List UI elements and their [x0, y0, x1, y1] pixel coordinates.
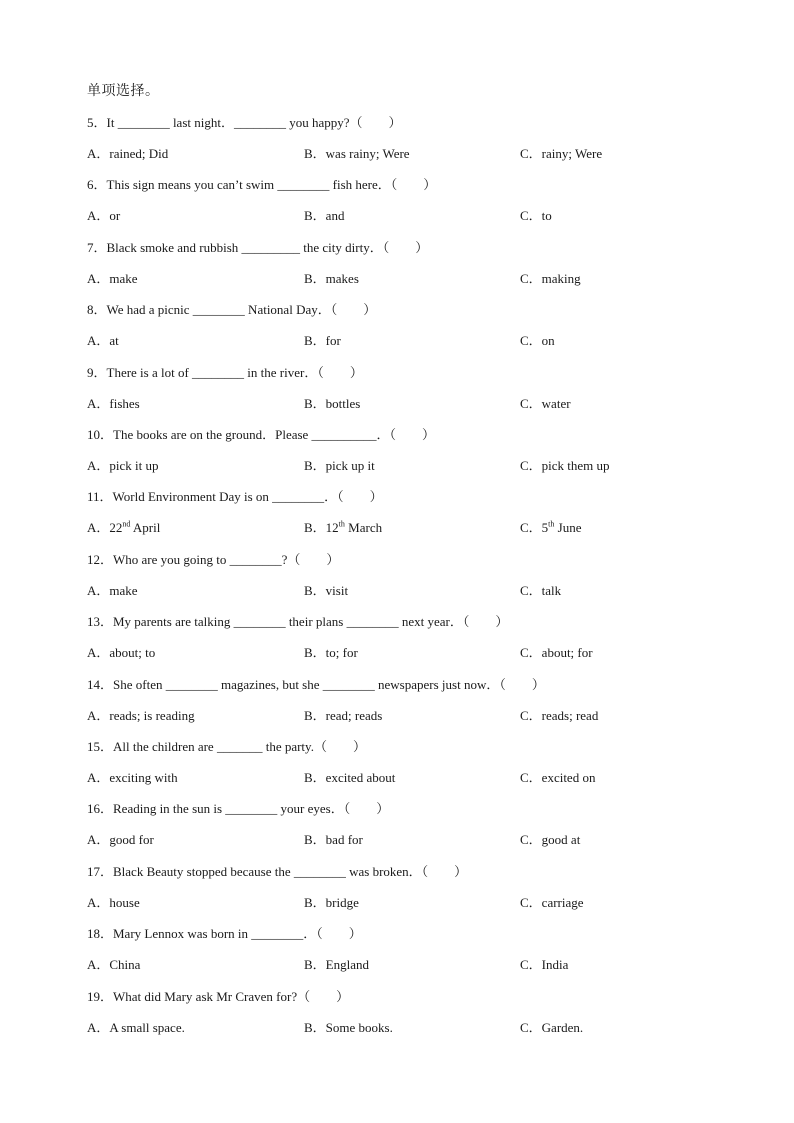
option-c: C．water	[520, 395, 571, 411]
option-b: B．to; for	[304, 645, 358, 661]
option-b: B．pick up it	[304, 458, 375, 473]
question-text: 8．We had a picnic ________ National Day．（ ）	[87, 302, 377, 318]
option-c: C．reads; read	[520, 707, 599, 723]
answer-options	[87, 144, 727, 164]
option-c: C．5th June	[520, 520, 582, 536]
question-item	[87, 612, 727, 663]
option-a: A．about; to	[87, 645, 156, 661]
question-item	[87, 487, 727, 538]
answer-options	[87, 394, 727, 414]
option-a: A．make	[87, 582, 138, 598]
option-c: C．about; for	[520, 645, 593, 661]
option-b: B．bottles	[304, 395, 361, 411]
option-c: C．talk	[520, 582, 562, 598]
option-a: A．make	[87, 270, 138, 286]
question-text: 14．She often ________ magazines, but she ________ newspapers just now．（ ）	[87, 676, 545, 692]
question-text: 18．Mary Lennox was born in ________．（ ）	[87, 926, 362, 942]
option-b: B．England	[304, 957, 369, 973]
question-item	[87, 737, 727, 788]
option-c: C．making	[520, 270, 581, 286]
option-a: A．A small space.	[87, 1019, 185, 1035]
option-b: B．bad for	[304, 832, 363, 848]
section-heading: 单项选择。	[87, 83, 160, 99]
answer-options	[87, 269, 727, 289]
option-c: C．on	[520, 333, 555, 349]
option-c: C．excited on	[520, 770, 596, 785]
option-c: C．India	[520, 957, 569, 973]
answer-options	[87, 955, 727, 975]
option-a: A．at	[87, 333, 119, 349]
question-item	[87, 987, 727, 1038]
answer-options	[87, 643, 727, 663]
answer-options	[87, 518, 727, 538]
question-item	[87, 675, 727, 726]
question-text: 16．Reading in the sun is ________ your eyes．（ ）	[87, 801, 390, 817]
question-text: 17．Black Beauty stopped because the ________ was broken．（ ）	[87, 863, 468, 879]
answer-options	[87, 768, 727, 788]
option-b: B．and	[304, 208, 345, 224]
question-item	[87, 425, 727, 476]
option-b: B．read; reads	[304, 707, 383, 723]
question-text: 12．Who are you going to ________?（ ）	[87, 551, 340, 567]
question-item	[87, 924, 727, 975]
question-item	[87, 363, 727, 414]
answer-options	[87, 1018, 727, 1038]
question-text: 5．It ________ last night．________ you happy?（ ）	[87, 115, 402, 130]
question-item	[87, 862, 727, 913]
option-a: A．or	[87, 208, 121, 224]
option-b: B．for	[304, 333, 341, 349]
option-a: A．rained; Did	[87, 146, 169, 161]
option-c: C．to	[520, 208, 552, 224]
option-b: B．visit	[304, 582, 349, 598]
question-item	[87, 238, 727, 289]
option-b: B．12th March	[304, 520, 383, 536]
question-text: 6．This sign means you can’t swim ________ fish here．（ ）	[87, 177, 437, 193]
answer-options	[87, 206, 727, 226]
option-a: A．reads; is reading	[87, 707, 195, 723]
question-text: 10．The books are on the ground．Please __________．（ ）	[87, 427, 436, 442]
answer-options	[87, 830, 727, 850]
question-text: 19．What did Mary ask Mr Craven for?（ ）	[87, 988, 350, 1004]
option-c: C．pick them up	[520, 458, 610, 473]
question-item	[87, 300, 727, 351]
answer-options	[87, 706, 727, 726]
option-b: B．bridge	[304, 894, 359, 910]
answer-options	[87, 456, 727, 476]
option-a: A．pick it up	[87, 458, 159, 473]
question-item	[87, 550, 727, 601]
option-b: B．Some books.	[304, 1019, 393, 1035]
option-b: B．makes	[304, 270, 359, 286]
option-a: A．22nd April	[87, 520, 161, 536]
option-b: B．was rainy; Were	[304, 146, 410, 161]
option-a: A．house	[87, 894, 140, 910]
answer-options	[87, 331, 727, 351]
option-a: A．good for	[87, 832, 154, 848]
option-a: A．fishes	[87, 395, 140, 411]
question-text: 13．My parents are talking ________ their plans ________ next year．（ ）	[87, 614, 509, 630]
option-c: C．good at	[520, 832, 581, 848]
question-item	[87, 175, 727, 226]
option-b: B．excited about	[304, 770, 396, 785]
question-text: 11．World Environment Day is on ________．（ ）	[87, 489, 383, 505]
question-item	[87, 113, 727, 164]
option-c: C．Garden.	[520, 1019, 584, 1035]
question-text: 7．Black smoke and rubbish _________ the city dirty．（ ）	[87, 239, 429, 255]
question-text: 15．All the children are _______ the party.（ ）	[87, 739, 366, 754]
answer-options	[87, 893, 727, 913]
option-a: A．exciting with	[87, 770, 178, 785]
option-c: C．rainy; Were	[520, 146, 603, 161]
option-a: A．China	[87, 957, 141, 973]
answer-options	[87, 581, 727, 601]
option-c: C．carriage	[520, 894, 584, 910]
question-item	[87, 799, 727, 850]
question-text: 9．There is a lot of ________ in the river．（ ）	[87, 364, 363, 380]
